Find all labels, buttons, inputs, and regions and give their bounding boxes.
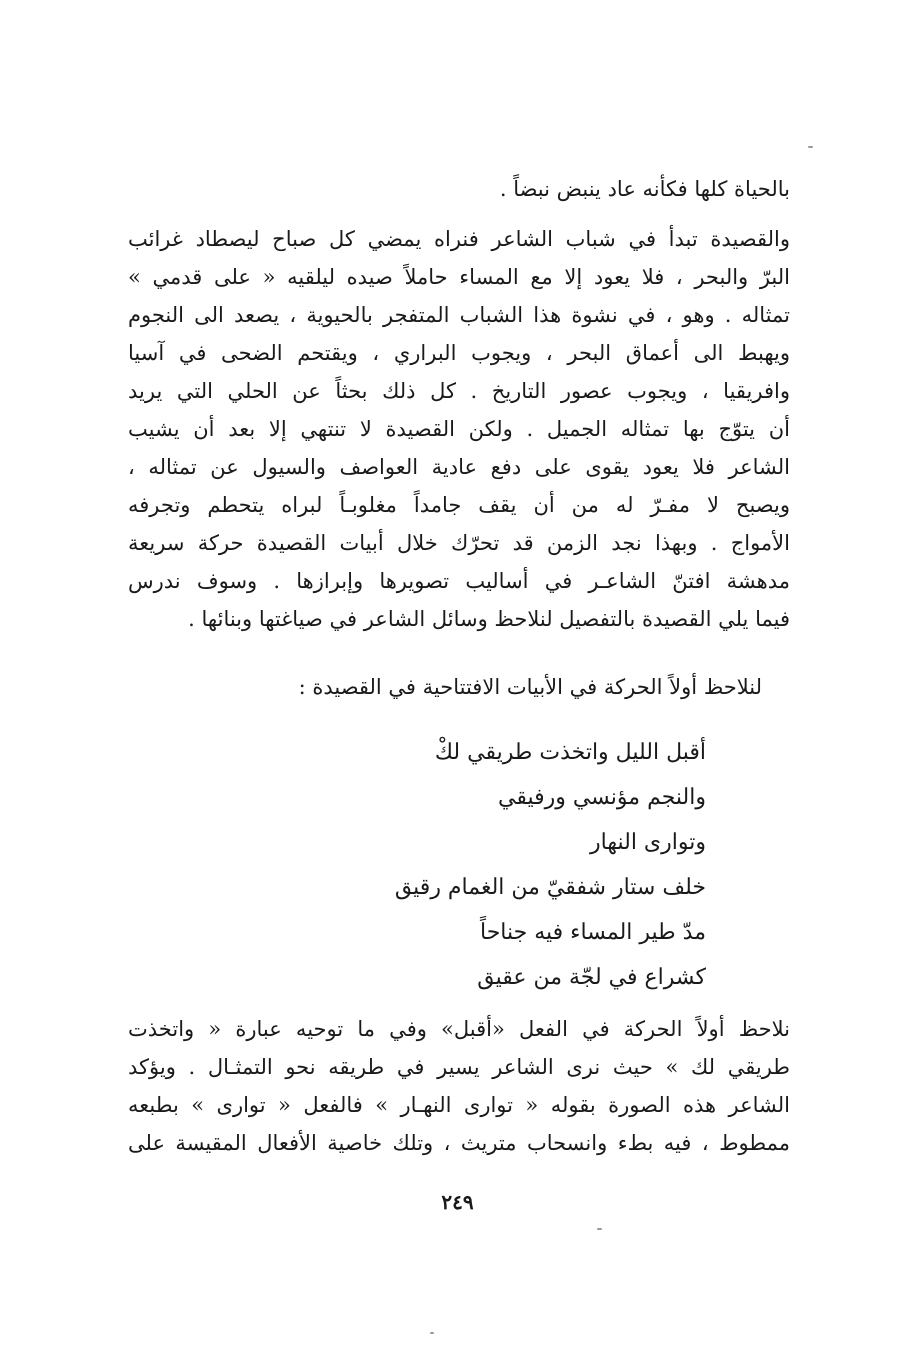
- scan-speck: [808, 146, 813, 148]
- poem-introduction: [128, 668, 790, 706]
- text-line: البرّ والبحر ، فلا يعود إلا مع المساء حاملاً صيده ليلقيه « على قدمي »: [128, 265, 790, 289]
- text-line: الشاعر فلا يعود يقوى على دفع عادية العواصف والسيول عن تمثاله ،: [128, 455, 790, 479]
- paragraph-analysis: [128, 1010, 790, 1162]
- text-line: والقصيدة تبدأ في شباب الشاعر فنراه يمضي كل صباح ليصطاد غرائب: [128, 227, 790, 251]
- text-line: ويهبط الى أعماق البحر ، ويجوب البراري ، ويقتحم الضحى في آسيا: [128, 341, 790, 365]
- paragraph-continuation: [128, 170, 790, 208]
- text-line: لنلاحظ أولاً الحركة في الأبيات الافتتاحية في القصيدة :: [298, 675, 762, 699]
- scan-speck: [597, 1228, 602, 1230]
- text-line: تمثاله . وهو ، في نشوة هذا الشباب المتفجر بالحيوية ، يصعد الى النجوم: [128, 303, 790, 327]
- text-line: وافريقيا ، ويجوب عصور التاريخ . كل ذلك بحثاً عن الحلي التي يريد: [128, 379, 790, 403]
- text-line: ممطوط ، فيه بطء وانسحاب متريث ، وتلك خاصية الأفعال المقيسة على: [128, 1131, 790, 1155]
- poem-verse: خلف ستار شفقيّ من الغمام رقيق: [394, 875, 706, 900]
- poem-excerpt: [300, 730, 706, 1000]
- text-line: نلاحظ أولاً الحركة في الفعل «أقبل» وفي ما توحيه عبارة « واتخذت: [128, 1017, 790, 1041]
- scan-speck: [430, 1332, 434, 1334]
- poem-verse: والنجم مؤنسي ورفيقي: [497, 785, 706, 810]
- poem-verse: كشراع في لجّة من عقيق: [477, 965, 706, 990]
- poem-verse: أقبل الليل واتخذت طريقي لكْ: [434, 740, 706, 765]
- text-line: طريقي لك » حيث نرى الشاعر يسير في طريقه نحو التمثـال . ويؤكد: [128, 1055, 790, 1079]
- text-line: الأمواج . وبهذا نجد الزمن قد تحرّك خلال أبيات القصيدة حركة سريعة: [128, 531, 790, 555]
- text-line: الشاعر هذه الصورة بقوله « توارى النهـار » فالفعل « توارى » بطبعه: [128, 1093, 790, 1117]
- text-line: أن يتوّج بها تمثاله الجميل . ولكن القصيدة لا تنتهي إلا بعد أن يشيب: [128, 417, 790, 441]
- page-number: ٢٤٩: [441, 1190, 474, 1214]
- poem-verse: وتوارى النهار: [590, 830, 706, 855]
- text-line: بالحياة كلها فكأنه عاد ينبض نبضاً .: [499, 177, 790, 201]
- text-line: مدهشة افتنّ الشاعـر في أساليب تصويرها وإبرازها . وسوف ندرس: [128, 569, 790, 593]
- poem-verse: مدّ طير المساء فيه جناحاً: [480, 920, 706, 945]
- text-line: فيما يلي القصيدة بالتفصيل لنلاحظ وسائل الشاعر في صياغتها وبنائها .: [188, 607, 790, 631]
- text-line: ويصبح لا مفـرّ له من أن يقف جامداً مغلوبـاً لبراه يتحطم وتجرفه: [128, 493, 790, 517]
- paragraph-poem-summary: [128, 220, 790, 638]
